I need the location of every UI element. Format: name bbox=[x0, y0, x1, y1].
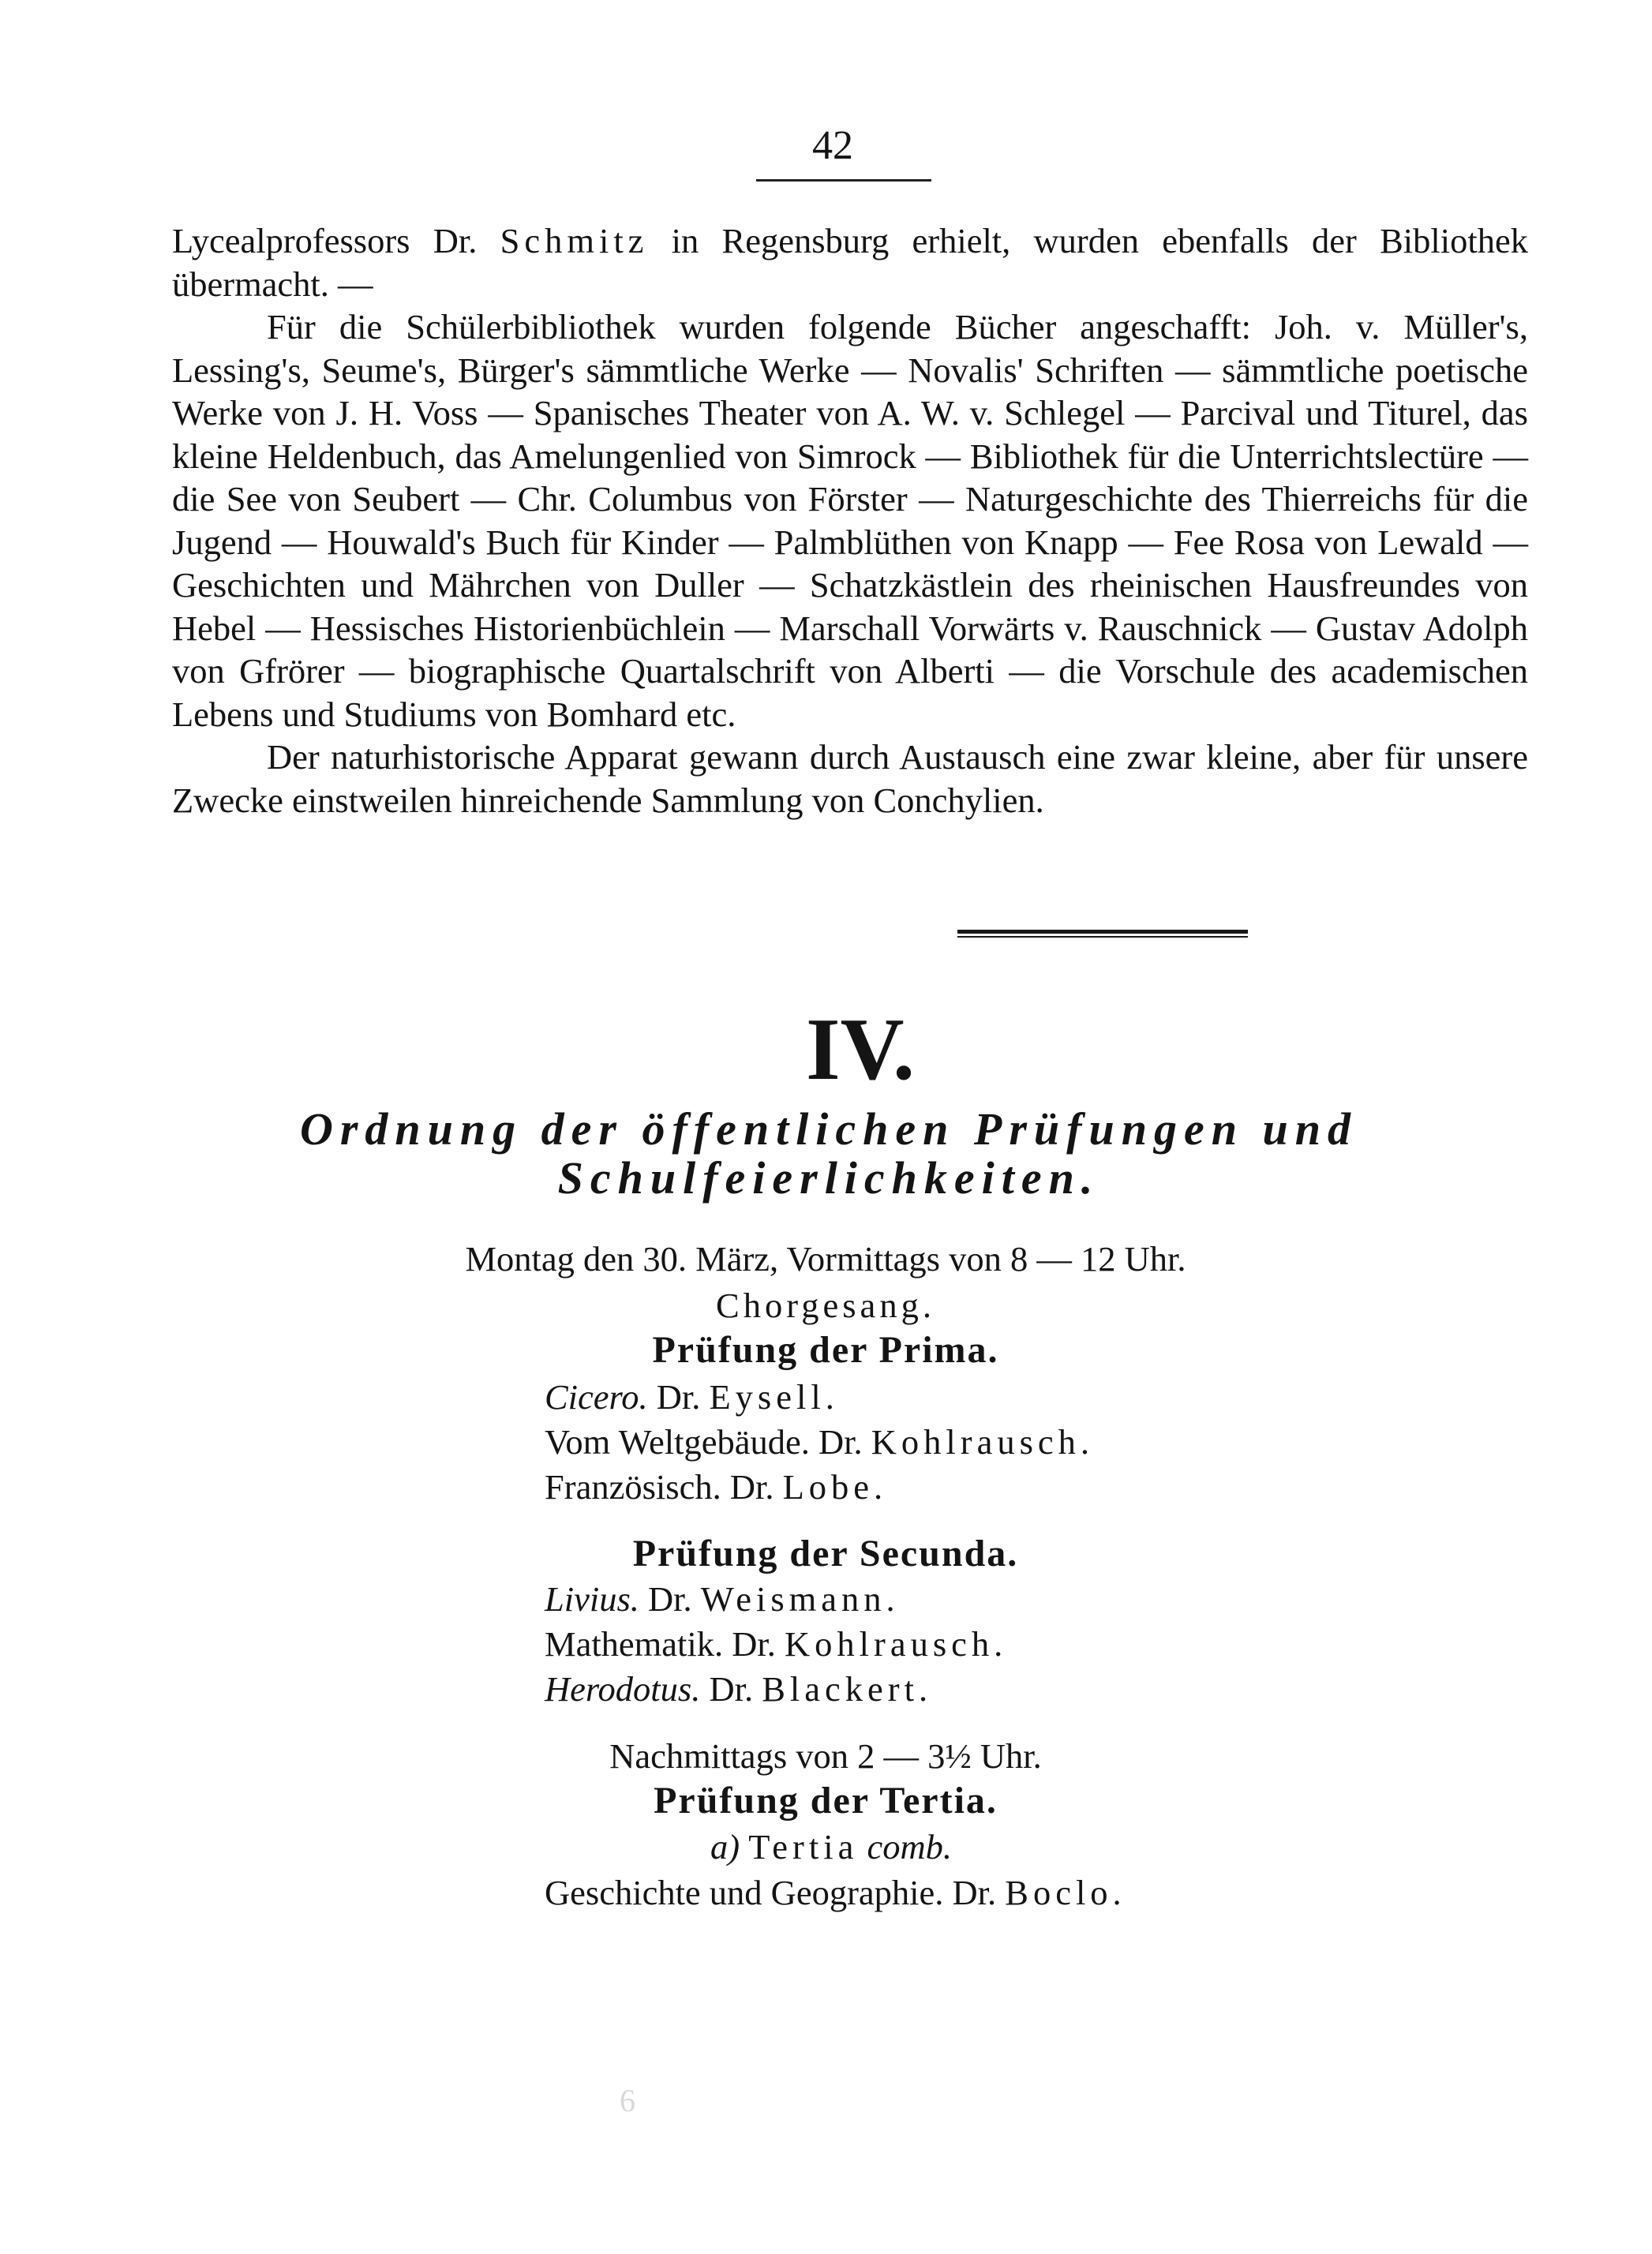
paragraph-3: Der naturhistorische Apparat gewann durch Austausch eine zwar kleine, aber für unsere Zwecke einstweilen hinreichende Sammlung von Conchylien. bbox=[172, 737, 1528, 820]
header-rule bbox=[756, 179, 931, 182]
secunda-item: Livius. Dr. Weismann. bbox=[545, 1579, 900, 1619]
paragraph-2: Für die Schülerbibliothek wurden folgende Bücher angeschafft: Joh. v. Müller's, Lessing's, Seume's, Bürger's sämmtliche Werke — Novalis' Schriften — sämmtliche poetische Werke von J. H. Voss — Spanisches Theater von A. W. v. Schlegel — Parcival und Titurel, das kleine Heldenbuch, das Amelungenlied von Simrock — Bibliothek für die Unterrichtslectüre — die See von Seubert — Chr. Columbus von Förster — Naturgeschichte des Thierreichs für die Jugend — Houwald's Buch für Kinder — Palmblüthen von Knapp — Fee Rosa von Lewald — Geschichten und Mährchen von Duller — Schatzkästlein des rheinischen Hausfreundes von Hebel — Hessisches Historienbüchlein — Marschall Vorwärts v. Rauschnick — Gustav Adolph von Gfrörer — biographische Quartalschrift von Alberti — die Vorschule des academischen Lebens und Studiums von Bomhard etc. bbox=[172, 307, 1528, 734]
secunda-item: Mathematik. Dr. Kohlrausch. bbox=[545, 1624, 1008, 1664]
person-name: Schmitz bbox=[500, 221, 649, 260]
prima-item: Vom Weltgebäude. Dr. Kohlrausch. bbox=[545, 1422, 1095, 1462]
page-number: 42 bbox=[812, 123, 853, 168]
prima-heading: Prüfung der Prima. bbox=[652, 1329, 999, 1371]
section-divider bbox=[957, 930, 1248, 938]
secunda-item: Herodotus. Dr. Blackert. bbox=[545, 1669, 933, 1709]
body-text bbox=[172, 219, 1528, 822]
prima-item: Französisch. Dr. Lobe. bbox=[545, 1467, 888, 1507]
afternoon-schedule: Nachmittags von 2 — 3½ Uhr. bbox=[609, 1736, 1042, 1776]
signature-mark: 6 bbox=[620, 2083, 635, 2118]
tertia-subheading: a) Tertia comb. bbox=[710, 1827, 952, 1866]
tertia-heading: Prüfung der Tertia. bbox=[654, 1780, 998, 1822]
tertia-item: Geschichte und Geographie. Dr. Boclo. bbox=[545, 1873, 1126, 1912]
prima-item: Cicero. Dr. Eysell. bbox=[545, 1377, 839, 1417]
section-title-line-1: Ordnung der öffentlichen Prüfungen und bbox=[299, 1103, 1358, 1155]
secunda-heading: Prüfung der Secunda. bbox=[632, 1533, 1019, 1574]
morning-schedule: Montag den 30. März, Vormittags von 8 — 12 Uhr. bbox=[465, 1239, 1186, 1279]
chorgesang: Chorgesang. bbox=[716, 1286, 935, 1325]
paragraph-1: Lycealprofessors Dr. Schmitz in Regensburg erhielt, wurden ebenfalls der Bibliothek übermacht. — bbox=[172, 221, 1528, 304]
section-title-line-2: Schulfeierlichkeiten. bbox=[557, 1152, 1100, 1204]
section-number: IV. bbox=[805, 1001, 916, 1099]
